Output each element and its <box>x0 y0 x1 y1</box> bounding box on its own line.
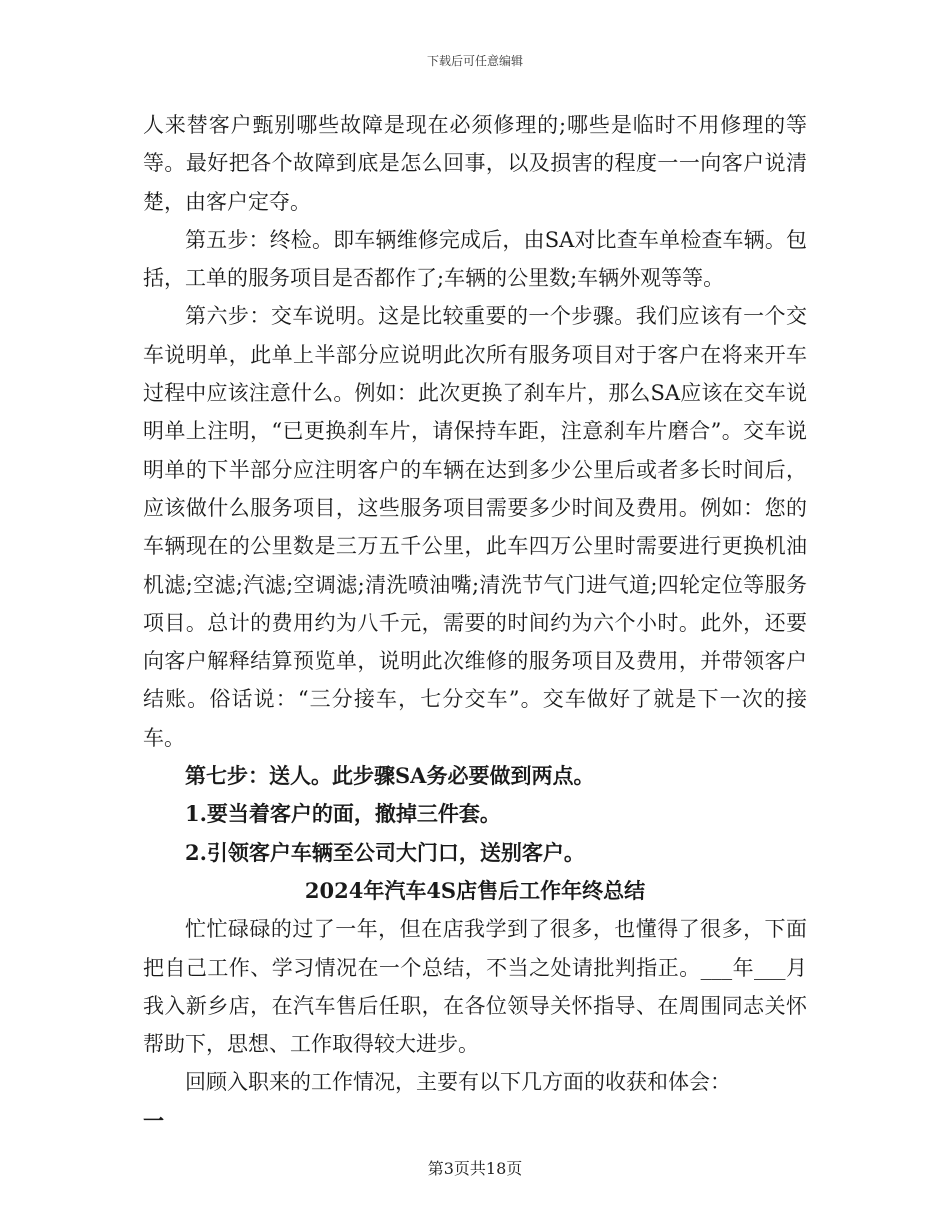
paragraph-step-seven: 第七步：送人。此步骤SA务必要做到两点。 <box>185 763 595 789</box>
section-title: 2024年汽车4S店售后工作年终总结 <box>304 877 646 903</box>
paragraph-review: 回顾入职来的工作情况，主要有以下几方面的收获和体会： <box>185 1070 731 1095</box>
page-footer-number: 第3页共18页 <box>427 1159 523 1178</box>
paragraph-step-six: 第六步：交车说明。这是比较重要的一个步骤。我们应该有一个交车说明单，此单上半部分应说明此次所有服务项目对于客户在将来开车过程中应该注意什么。例如：此次更换了刹车片，那么SA应该在交车说明单上注明，“已更换刹车片，请保持车距，注意刹车片磨合”。交车说明单的下半部分应注明客户的车辆在达到多少公里后或者多长时间后，应该做什么服务项目，这些服务项目需要多少时间及费用。例如：您的车辆现在的公里数是三万五千公里，此车四万公里时需要进行更换机油机滤;空滤;汽滤;空调滤;清洗喷油嘴;清洗节气门进气道;四轮定位等服务项目。总计的费用约为八千元，需要的时间约为六个小时。此外，还要向客户解释结算预览单，说明此次维修的服务项目及费用，并带领客户结账。俗话说：“三分接车，七分交车”。交车做好了就是下一次的接车。 <box>143 304 807 750</box>
list-item-2: 2.引领客户车辆至公司大门口，送别客户。 <box>185 839 585 865</box>
paragraph-summary-intro: 忙忙碌碌的过了一年，但在店我学到了很多，也懂得了很多，下面把自己工作、学习情况在一个总结，不当之处请批判指正。___年___月我入新乡店，在汽车售后任职，在各位领导关怀指导、在周围同志关怀帮助下，思想、工作取得较大进步。 <box>143 917 807 1057</box>
paragraph-section-one: 一 <box>143 1107 164 1133</box>
paragraph-step-five: 第五步：终检。即车辆维修完成后，由SA对比查车单检查车辆。包括，工单的服务项目是否都作了;车辆的公里数;车辆外观等等。 <box>143 227 807 291</box>
list-item-1: 1.要当着客户的面，撤掉三件套。 <box>185 801 501 827</box>
document-body <box>143 106 807 1140</box>
paragraph-fault-diagnosis: 人来替客户甄别哪些故障是现在必须修理的;哪些是临时不用修理的等等。最好把各个故障到底是怎么回事，以及损害的程度一一向客户说清楚，由客户定夺。 <box>143 113 807 214</box>
page-header-note: 下载后可任意编辑 <box>426 54 523 68</box>
